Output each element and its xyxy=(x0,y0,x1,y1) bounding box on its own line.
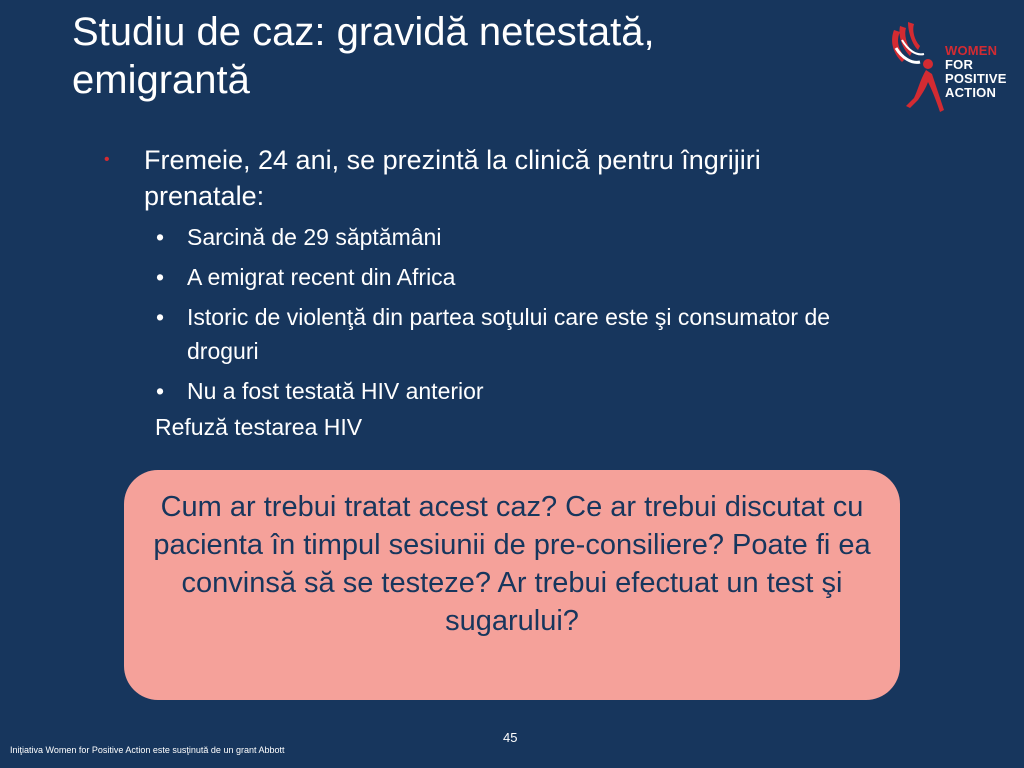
refusal-note: Refuză testarea HIV xyxy=(155,414,363,440)
sub-bullet xyxy=(100,300,860,368)
logo-line-2: FOR xyxy=(945,57,974,72)
bullet-dot-icon: • xyxy=(156,304,165,330)
footer-note: Iniţiativa Women for Positive Action este susţinută de un grant Abbott xyxy=(10,745,285,755)
main-bullet-text: Fremeie, 24 ani, se prezintă la clinică pentru îngrijiri prenatale: xyxy=(144,145,761,211)
main-bullet xyxy=(100,142,860,214)
bullet-dot-icon: • xyxy=(156,264,165,290)
sub-bullet-text: Sarcină de 29 săptămâni xyxy=(187,224,442,250)
sub-bullet-text: Istoric de violenţă din partea soţului care este şi consumator de droguri xyxy=(187,304,831,364)
bullet-dot-icon: • xyxy=(104,151,110,168)
wfpa-logo xyxy=(888,18,1020,118)
sub-bullet xyxy=(100,374,860,408)
callout-text: Cum ar trebui tratat acest caz? Ce ar trebui discutat cu pacienta în timpul sesiunii de pre-consiliere? Poate fi ea convinsă să se testeze? Ar trebui efectuat un test şi sugarului? xyxy=(153,491,871,637)
sub-bullet-text: Nu a fost testată HIV anterior xyxy=(187,378,484,404)
bullet-dot-icon: • xyxy=(156,224,165,250)
slide-title: Studiu de caz: gravidă netestată, emigrantă xyxy=(72,10,655,102)
bullet-dot-icon: • xyxy=(156,378,165,404)
sub-bullet-list xyxy=(100,220,860,408)
ribbon-figure-icon xyxy=(888,18,948,118)
sub-bullet xyxy=(100,260,860,294)
discussion-callout xyxy=(124,470,900,700)
slide-body xyxy=(100,142,860,444)
logo-line-4: ACTION xyxy=(945,85,997,100)
logo-wordmark xyxy=(945,44,1007,100)
logo-line-3: POSITIVE xyxy=(945,71,1007,86)
sub-bullet-text: A emigrat recent din Africa xyxy=(187,264,456,290)
logo-line-1: WOMEN xyxy=(945,43,998,58)
sub-bullet xyxy=(100,220,860,254)
page-number: 45 xyxy=(503,730,518,745)
